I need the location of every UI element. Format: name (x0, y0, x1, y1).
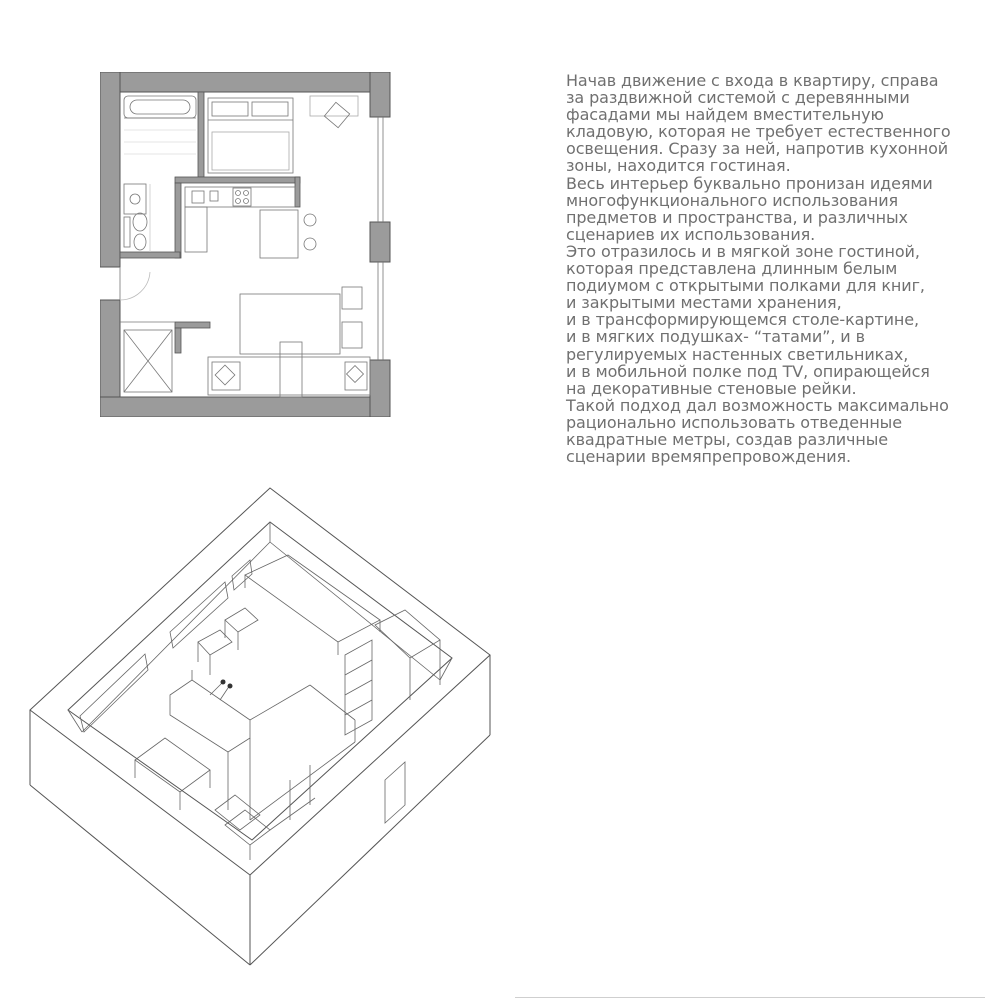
description-line: предметов и пространства, и различных (566, 207, 908, 227)
description-line: Такой подход дал возможность максимально (566, 395, 949, 415)
plan-outer-walls (100, 72, 390, 417)
description-line: Это отразилось и в мягкой зоне гостиной, (566, 241, 920, 261)
description-line: на декоративные стеновые рейки. (566, 378, 857, 398)
plan-living (120, 267, 370, 397)
iso-lamps (221, 680, 233, 689)
description-line: и закрытыми местами хранения, (566, 293, 842, 313)
description-line: фасадами мы найдем вместительную (566, 105, 884, 125)
description-line: зоны, находится гостиная. (566, 156, 791, 176)
plan-storage (120, 322, 175, 392)
description-line: регулируемых настенных светильниках, (566, 344, 909, 364)
isometric-view (20, 480, 500, 990)
floor-plan (100, 72, 395, 417)
description-line: рационально использовать отведенные (566, 412, 902, 432)
description-line: сценарии времяпрепровождения. (566, 447, 852, 467)
description-line: сценариев их использования. (566, 224, 816, 244)
description-line: квадратные метры, создав различные (566, 429, 889, 449)
description-line: и в мобильной полке под TV, опирающейся (566, 361, 930, 381)
description-line: многофункционального использования (566, 190, 899, 210)
description-line: за раздвижной системой с деревянными (566, 88, 910, 108)
description-line: освещения. Сразу за ней, напротив кухонной (566, 139, 949, 159)
description-line: и в мягких подушках- “татами”, и в (566, 327, 865, 347)
iso-outer-walls (30, 488, 490, 965)
description-line: Начав движение с входа в квартиру, справа (566, 71, 939, 90)
description-text (566, 72, 986, 465)
description-line: и в трансформирующемся столе-картине, (566, 310, 920, 330)
bottom-rule (515, 997, 985, 998)
iso-inner-walls (68, 522, 452, 823)
plan-bedroom (208, 96, 358, 173)
description-line: кладовую, которая не требует естественного (566, 122, 951, 142)
description-line: подиумом с открытыми полками для книг, (566, 276, 925, 296)
description-line: Весь интерьер буквально пронизан идеями (566, 173, 933, 193)
description-line: которая представлена длинным белым (566, 259, 898, 279)
